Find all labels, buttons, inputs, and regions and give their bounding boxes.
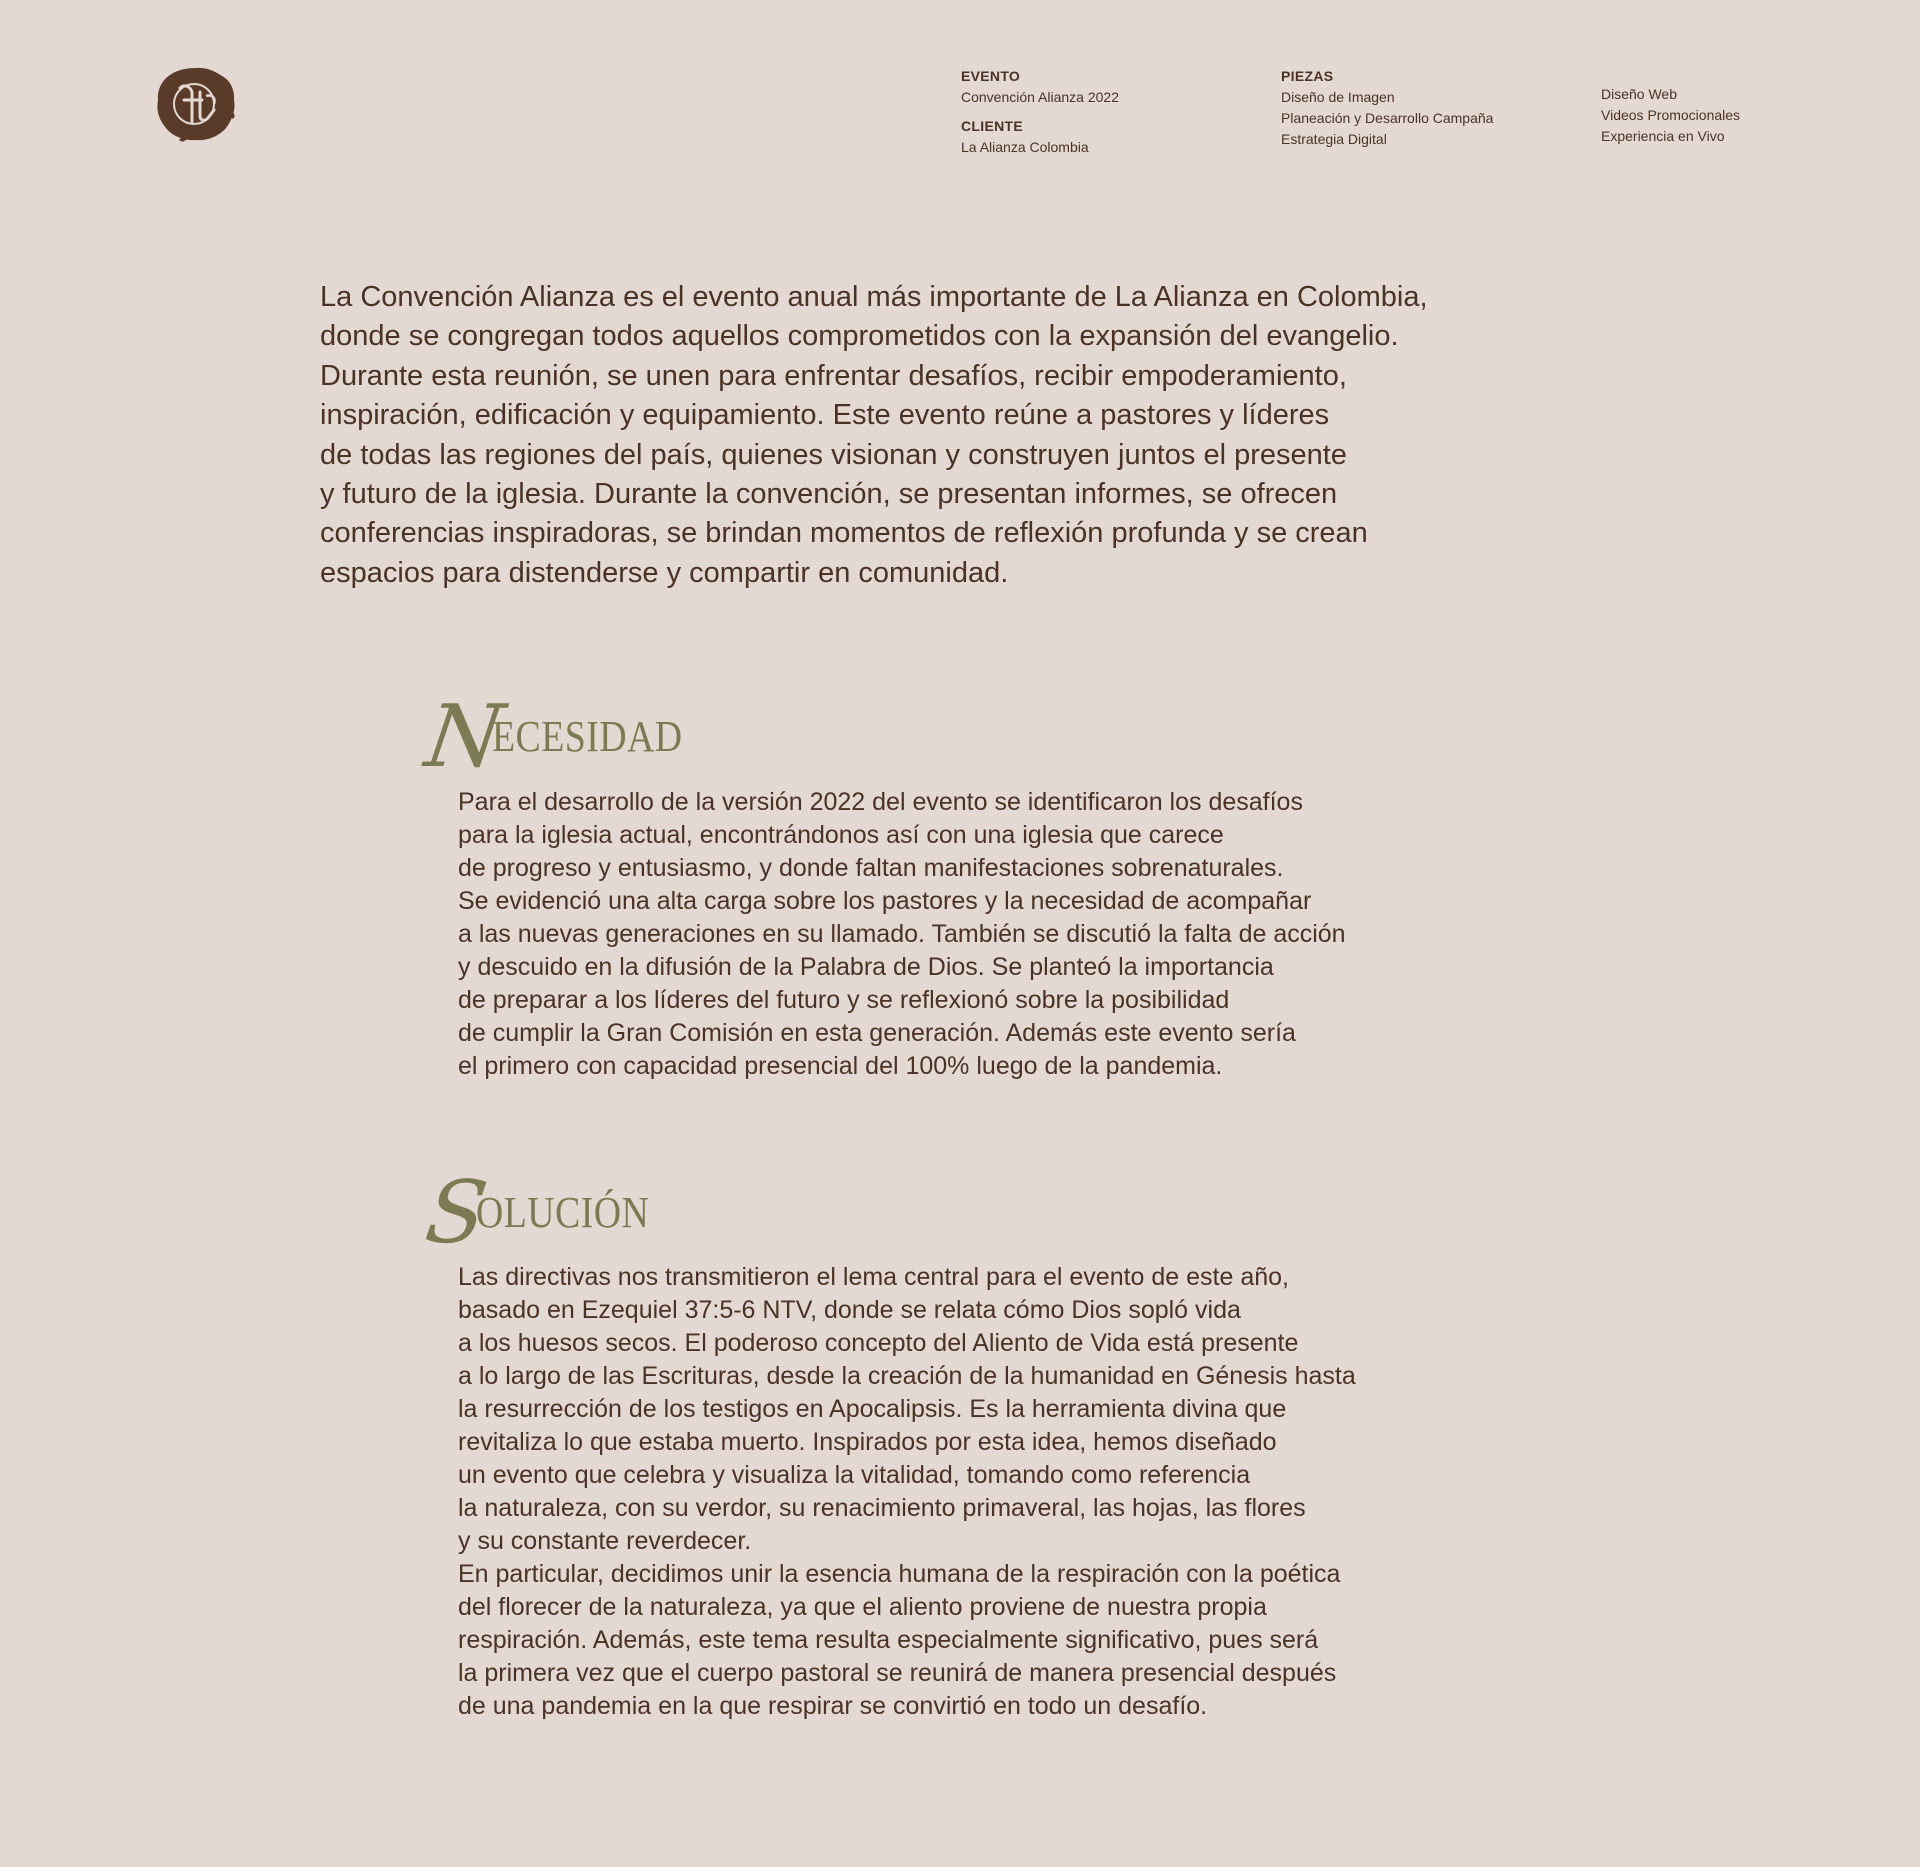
meta-evento-cliente	[961, 66, 1119, 158]
necesidad-title-rest: ECESIDAD	[492, 712, 683, 761]
necesidad-line: a las nuevas generaciones en su llamado. También se discutió la falta de acción	[458, 920, 1346, 948]
solucion-line: un evento que celebra y visualiza la vitalidad, tomando como referencia	[458, 1461, 1251, 1489]
necesidad-line: el primero con capacidad presencial del 100% luego de la pandemia.	[458, 1052, 1223, 1080]
solucion-body	[458, 1261, 1458, 1723]
solucion-line: revitaliza lo que estaba muerto. Inspirados por esta idea, hemos diseñado	[458, 1428, 1277, 1456]
piezas-extra-item: Experiencia en Vivo	[1601, 128, 1725, 144]
piezas-item: Diseño de Imagen	[1281, 89, 1395, 105]
necesidad-line: de cumplir la Gran Comisión en esta generación. Además este evento sería	[458, 1019, 1296, 1047]
solucion-line: y su constante reverdecer.	[458, 1527, 752, 1555]
solucion-line: la primera vez que el cuerpo pastoral se reunirá de manera presencial después	[458, 1659, 1337, 1687]
intro-line: de todas las regiones del país, quienes visionan y construyen juntos el presente	[320, 438, 1347, 471]
cliente-label: CLIENTE	[961, 118, 1023, 134]
evento-label: EVENTO	[961, 68, 1021, 84]
solucion-line: del florecer de la naturaleza, ya que el aliento proviene de nuestra propia	[458, 1593, 1267, 1621]
solucion-line: la resurrección de los testigos en Apocalipsis. Es la herramienta divina que	[458, 1395, 1287, 1423]
meta-piezas-extra	[1601, 84, 1740, 147]
intro-line: donde se congregan todos aquellos comprometidos con la expansión del evangelio.	[320, 320, 1399, 353]
necesidad-line: de progreso y entusiasmo, y donde faltan manifestaciones sobrenaturales.	[458, 854, 1284, 882]
intro-line: La Convención Alianza es el evento anual más importante de La Alianza en Colombia,	[320, 281, 1428, 313]
solucion-line: la naturaleza, con su verdor, su renacimiento primaveral, las hojas, las flores	[458, 1494, 1306, 1522]
piezas-item: Planeación y Desarrollo Campaña	[1281, 110, 1494, 126]
piezas-item: Estrategia Digital	[1281, 131, 1387, 147]
piezas-extra-item: Videos Promocionales	[1601, 107, 1741, 123]
piezas-extra-item: Diseño Web	[1601, 86, 1678, 102]
piezas-label: PIEZAS	[1281, 68, 1334, 84]
necesidad-line: para la iglesia actual, encontrándonos así con una iglesia que carece	[458, 821, 1224, 849]
cliente-value: La Alianza Colombia	[961, 139, 1089, 155]
solucion-line: a los huesos secos. El poderoso concepto del Aliento de Vida está presente	[458, 1329, 1299, 1357]
alianza-seal-icon	[156, 66, 236, 142]
necesidad-line: y descuido en la difusión de la Palabra de Dios. Se planteó la importancia	[458, 953, 1274, 981]
alianza-logo	[156, 66, 236, 142]
intro-line: conferencias inspiradoras, se brindan momentos de reflexión profunda y se crean	[320, 517, 1368, 550]
solucion-line: de una pandemia en la que respirar se convirtió en todo un desafío.	[458, 1692, 1208, 1720]
necesidad-line: de preparar a los líderes del futuro y se reflexionó sobre la posibilidad	[458, 986, 1230, 1014]
solucion-title-rest: OLUCIÓN	[475, 1188, 650, 1237]
solucion-title	[419, 1163, 677, 1263]
intro-line: y futuro de la iglesia. Durante la convención, se presentan informes, se ofrecen	[320, 478, 1338, 511]
solucion-title-initial: S	[419, 1163, 493, 1263]
intro-paragraph	[320, 278, 1640, 593]
necesidad-title	[419, 687, 714, 787]
necesidad-body	[458, 786, 1458, 1083]
necesidad-title-initial: N	[419, 687, 510, 787]
evento-value: Convención Alianza 2022	[961, 89, 1120, 105]
solucion-line: En particular, decidimos unir la esencia humana de la respiración con la poética	[458, 1560, 1341, 1588]
meta-piezas	[1281, 66, 1493, 150]
solucion-line: a lo largo de las Escrituras, desde la creación de la humanidad en Génesis hasta	[458, 1362, 1356, 1390]
intro-line: inspiración, edificación y equipamiento. Este evento reúne a pastores y líderes	[320, 399, 1330, 432]
intro-line: espacios para distenderse y compartir en comunidad.	[320, 556, 1009, 589]
intro-line: Durante esta reunión, se unen para enfrentar desafíos, recibir empoderamiento,	[320, 359, 1347, 392]
solucion-line: basado en Ezequiel 37:5-6 NTV, donde se relata cómo Dios sopló vida	[458, 1296, 1241, 1324]
solucion-line: respiración. Además, este tema resulta especialmente significativo, pues será	[458, 1626, 1319, 1654]
necesidad-line: Se evidenció una alta carga sobre los pastores y la necesidad de acompañar	[458, 887, 1312, 915]
necesidad-line: Para el desarrollo de la versión 2022 del evento se identificaron los desafíos	[458, 788, 1303, 816]
solucion-line: Las directivas nos transmitieron el lema central para el evento de este año,	[458, 1263, 1290, 1291]
